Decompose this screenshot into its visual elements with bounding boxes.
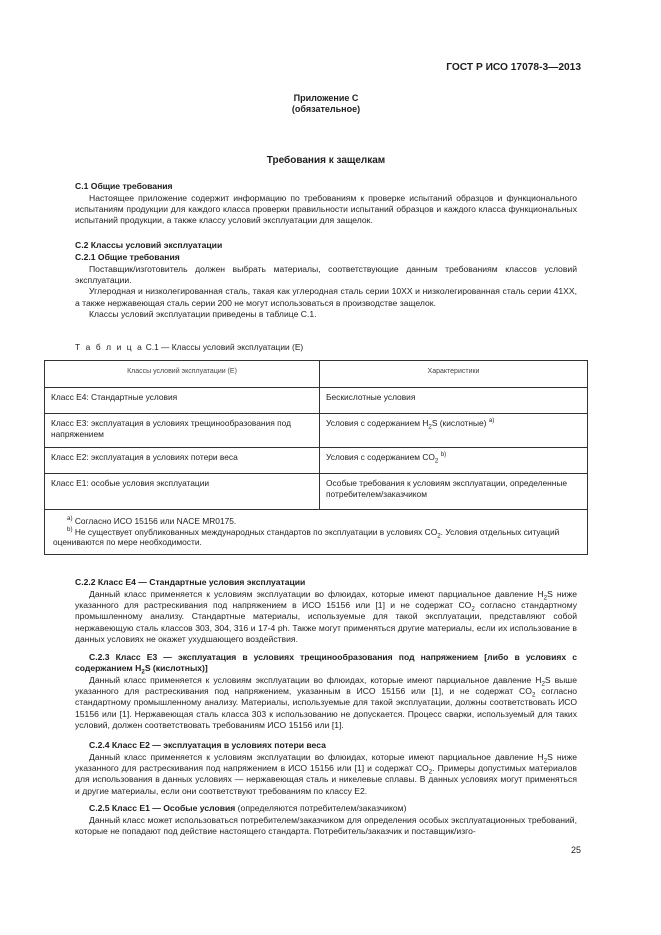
table-cell-characteristics: Особые требования к условиям эксплуатации, определенные потребителем/заказчиком: [320, 473, 588, 509]
table-cell-characteristics: [320, 447, 588, 473]
section-c1-text: [75, 193, 577, 227]
table-caption: [75, 342, 303, 353]
section-c24-text: [75, 752, 577, 797]
page-title: Требования к защелкам: [266, 155, 386, 166]
footnote-text: . Условия отдельных ситуаций оцениваются по мере необходимости.: [53, 526, 560, 548]
section-c22-heading: C.2.2 Класс E4 — Стандартные условия эксплуатации: [75, 577, 306, 587]
subscript: 2: [141, 668, 145, 676]
table-header-characteristics: Характеристики: [320, 361, 588, 388]
section-c24-heading: [75, 740, 577, 751]
footnote-b: [53, 527, 581, 549]
section-c21-text: [75, 264, 577, 320]
table-cell-characteristics: [320, 413, 588, 447]
subscript: 2: [471, 605, 475, 613]
text: Данный класс применяется к условиям эксплуатации во флюидах, которые имеют парциальное давление H: [89, 752, 544, 762]
text: C.2.3 Класс E3 — эксплуатация в условиях трещинообразования под напряжением [либо в условиях с содержанием H: [75, 652, 577, 674]
text: S ниже указанного для растрескивания под напряжением в ИСО 15156 или [1] и не содержат CO: [75, 589, 577, 611]
table-row: [45, 473, 588, 509]
char-text: Условия с содержанием H: [326, 417, 429, 428]
text: (определяются потребителем/заказчиком): [235, 803, 407, 813]
section-c25-text: [75, 815, 577, 837]
text: . Примеры допустимых материалов для использования в данных условиях — нержавеющая сталь и никелевые сплавы. В данных условиях могут применяться и другие материалы, если они соответствуют требованиям по классу E2.: [75, 763, 577, 796]
text: S ниже указанного для растрескивания под напряжением в ИСО 15156 или [1] и содержат CO: [75, 752, 577, 774]
paragraph: Данный класс может использоваться потребителем/заказчиком для определения особых эксплуатационных требований, которые не попадают под действие настоящего стандарта. Потребитель/заказчик и поставщик/изго-: [75, 815, 577, 837]
text: C.2.5 Класс E1 — Особые условия: [89, 803, 236, 813]
table-cell-class: Класс E4: Стандартные условия: [45, 387, 320, 413]
heading-text: [75, 652, 577, 674]
table-notes-row: [45, 509, 588, 554]
text: согласно стандартному промышленному анализу. Стандартные материалы, используемые для такой эксплуатации, представляют собой нержавеющую сталь классов 303, 304, 316 и 17-4 ph. Также могут применяться другие материалы, если их использование в данных условиях не окажет ухудшающего воздействия.: [75, 600, 577, 644]
table-notes: [45, 509, 588, 554]
text: Данный класс применяется к условиям эксплуатации во флюидах, которые имеют парциальное давление H: [89, 675, 542, 685]
page-number: 25: [570, 845, 581, 855]
service-classes-table: [44, 360, 588, 555]
footnote-mark: a): [67, 515, 73, 522]
table-caption-text: C.1 — Классы условий эксплуатации (E): [145, 342, 304, 352]
table-cell-class: Класс E1: особые условия эксплуатации: [45, 473, 320, 509]
section-c2-heading: C.2 Классы условий эксплуатации: [75, 240, 223, 250]
text: Данный класс применяется к условиям эксплуатации во флюидах, которые имеют парциальное давление H: [89, 589, 544, 599]
table-cell-class: Класс E3: эксплуатация в условиях трещинообразования под напряжением: [45, 413, 320, 447]
subscript: 2: [434, 457, 439, 465]
paragraph: Поставщик/изготовитель должен выбрать материалы, соответствующие данным требованиям классов условий эксплуатации.: [75, 264, 577, 286]
table-row: [45, 447, 588, 473]
footnote-mark: b): [440, 451, 447, 458]
table-header-class: Классы условий эксплуатации (E): [45, 361, 320, 388]
footnote-mark: a): [488, 417, 495, 424]
table-row: [45, 413, 588, 447]
paragraph: [75, 589, 577, 645]
subscript: 2: [531, 691, 536, 699]
footnote-text: Согласно ИСО 15156 или NACE MR0175.: [74, 515, 237, 526]
heading-text: C.2.4 Класс E2 — эксплуатация в условиях потери веса: [89, 740, 326, 750]
table-caption-prefix: Т а б л и ц а: [75, 342, 144, 352]
text: S выше указанного для растрескивания под напряжением, указанным в ИСО 15156 или [1], и не содержат CO: [75, 675, 577, 697]
paragraph: [75, 752, 577, 797]
char-text: S (кислотные): [431, 417, 487, 428]
footnote-text: Не существует опубликованных международных стандартов по эксплуатации в условиях CO: [74, 526, 438, 537]
heading-text: [75, 803, 577, 814]
paragraph: [75, 675, 577, 731]
table-header-row: [45, 361, 588, 388]
table-row: [45, 387, 588, 413]
section-c22-text: [75, 589, 577, 645]
table-cell-class: Класс E2: эксплуатация в условиях потери веса: [45, 447, 320, 473]
standard-number: ГОСТ Р ИСО 17078-3—2013: [446, 62, 581, 73]
section-c1-heading: C.1 Общие требования: [75, 181, 173, 191]
text: S (кислотных)]: [144, 663, 208, 674]
footnote-a: [67, 516, 581, 527]
table-cell-characteristics: Бескислотные условия: [320, 387, 588, 413]
subscript: 2: [437, 532, 441, 540]
subscript: 2: [543, 594, 548, 602]
subscript: 2: [428, 423, 432, 431]
paragraph: Углеродная и низколегированная сталь, такая как углеродная сталь серии 10ХХ и низколегированная сталь серии 41ХХ, а также нержавеющая сталь серии 200 не могут использоваться в производстве защелок.: [75, 286, 577, 308]
text: согласно стандартному промышленному анализу. Материалы, используемые для такой эксплуатации, должны соответствовать ИСО 15156 или [1]. Нержавеющая сталь класса 303 к использованию не допускается. Процесс сварки, используемый для таких условий, должен соответствовать требованиям ИСО 15156 или [1].: [75, 686, 577, 730]
subscript: 2: [541, 680, 545, 688]
paragraph: Классы условий эксплуатации приведены в таблице C.1.: [89, 308, 317, 319]
annex-title: Приложение C: [293, 93, 359, 103]
footnote-mark: b): [67, 525, 73, 533]
section-c21-heading: C.2.1 Общие требования: [75, 252, 180, 262]
annex-status: (обязательное): [291, 104, 361, 114]
section-c23-text: [75, 675, 577, 731]
section-c25-heading: [75, 803, 577, 814]
subscript: 2: [543, 757, 548, 765]
subscript: 2: [428, 768, 433, 776]
paragraph: Настоящее приложение содержит информацию по требованиям к проверке испытаний образцов и функционального испытаниям продукции для каждого класса проверки правильности испытаний образцов и каждого класса функциональных испытаний продукции, а также классу условий эксплуатации для защелок.: [75, 193, 577, 226]
char-text: Условия с содержанием CO: [326, 451, 435, 462]
section-c23-heading: [75, 652, 577, 674]
